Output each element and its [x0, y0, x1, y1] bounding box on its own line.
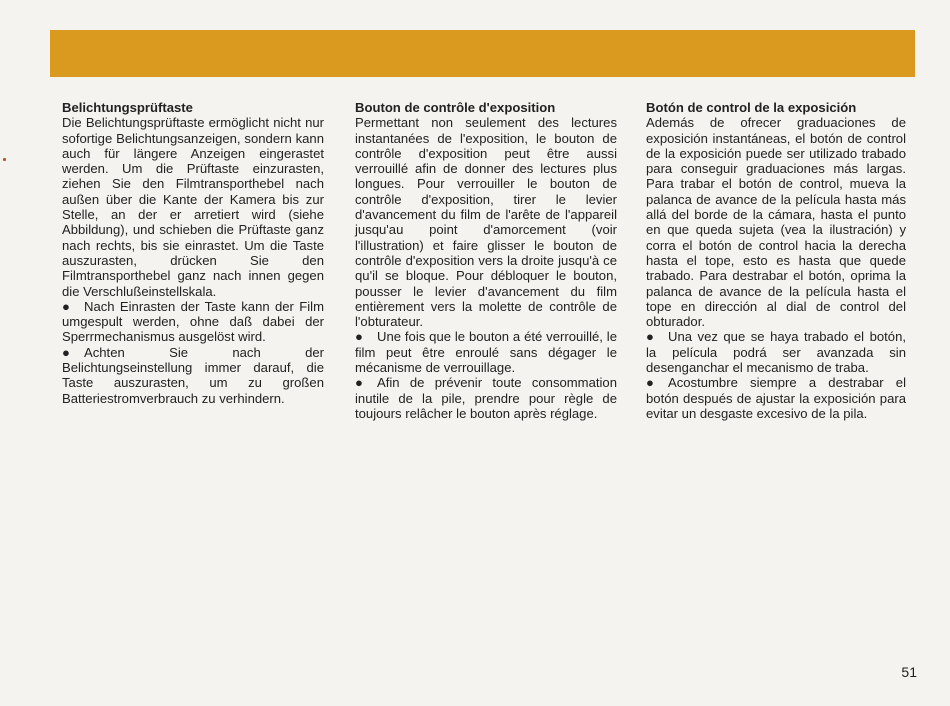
bullet-icon: ●: [62, 344, 70, 360]
heading-german: Belichtungsprüftaste: [62, 100, 193, 115]
bullet-icon: ●: [62, 298, 70, 314]
intro-french: Permettant non seulement des lectures instantanées de l'exposition, le bouton de contrôle d'exposition peut être aussi verrouillé afin de donner des lectures plus longues. Pour verrouiller le bouton de contrôle d'exposition, tirer le levier d'avancement du film de l'arête de l'appareil jusqu'au point d'amorcement (voir l'illustration) et faire glisser le bouton de contrôle d'exposition vers la droite jusqu'à ce qu'il se bloque. Pour débloquer le bouton, pousser le levier d'avancement du film entièrement vers la molette de contrôle de l'obturateur.: [355, 115, 617, 330]
bullet-text: Una vez que se haya trabado el botón, la película podrá ser avanzada sin desenganchar el mecanismo de traba.: [646, 329, 906, 376]
bullet-text: Afin de prévenir toute consommation inutile de la pile, prendre pour règle de toujours relâcher le bouton après réglage.: [355, 375, 617, 421]
heading-french: Bouton de contrôle d'exposition: [355, 100, 556, 115]
bullet-text: Nach Einrasten der Taste kann der Film umgespult werden, ohne daß dabei der Sperrmechanismus ausgelöst wird.: [62, 298, 324, 345]
bullet-icon: ●: [646, 375, 654, 391]
bullet-item-german-2: [62, 345, 324, 406]
bullet-text: Acostumbre siempre a destrabar el botón después de ajustar la exposición para evitar un desgaste excesivo de la pila.: [646, 375, 906, 421]
heading-spanish: Botón de control de la exposición: [646, 100, 857, 115]
bullet-item-german-1: [62, 299, 324, 345]
bullet-item-spanish-1: [646, 329, 906, 375]
bullet-item-french-2: [355, 375, 617, 421]
bullet-text: Une fois que le bouton a été verrouillé, le film peut être enroulé sans dégager le mécanisme de verrouillage.: [355, 329, 617, 376]
header-color-band: [50, 30, 915, 77]
bullet-icon: ●: [355, 375, 363, 391]
margin-speck: [3, 158, 6, 161]
bullet-item-spanish-2: [646, 375, 906, 421]
column-spanish: [646, 100, 906, 421]
bullet-item-french-1: [355, 329, 617, 375]
column-french: [355, 100, 617, 421]
intro-german: Die Belichtungsprüftaste ermöglicht nicht nur sofortige Belichtungsanzeigen, sondern kann auch für längere Anzeigen eingerastet werden. Um die Prüftaste einzurasten, ziehen Sie den Filmtransporthebel nach außen über die Kante der Kamera bis zur Stelle, an der er arretiert wird (siehe Abbildung), und schieben die Prüftaste ganz nach rechts, bis sie einrastet. Um die Taste auszurasten, drücken Sie den Filmtransporthebel ganz nach innen gegen die Verschlußeinstellskala.: [62, 115, 324, 299]
page-number: 51: [901, 664, 917, 680]
bullet-icon: ●: [355, 329, 363, 345]
intro-spanish: Además de ofrecer graduaciones de exposición instantáneas, el botón de control de la exposición puede ser utilizado trabado para conseguir graduaciones más largas. Para trabar el botón de control, mueva la palanca de avance de la película hasta más allá del borde de la cámara, hasta el punto en que queda sujeta (vea la ilustración) y corra el botón de control hacia la derecha hasta el tope, esto es hasta que quede trabado. Para destrabar el botón, oprima la palanca de avance de la película hasta el tope en dirección al dial de control del obturador.: [646, 115, 906, 330]
column-german: [62, 100, 324, 406]
bullet-text: Achten Sie nach der Belichtungseinstellung immer darauf, die Taste auszurasten, um zu großen Batteriestromverbrauch zu verhindern.: [62, 344, 324, 406]
bullet-icon: ●: [646, 329, 654, 345]
